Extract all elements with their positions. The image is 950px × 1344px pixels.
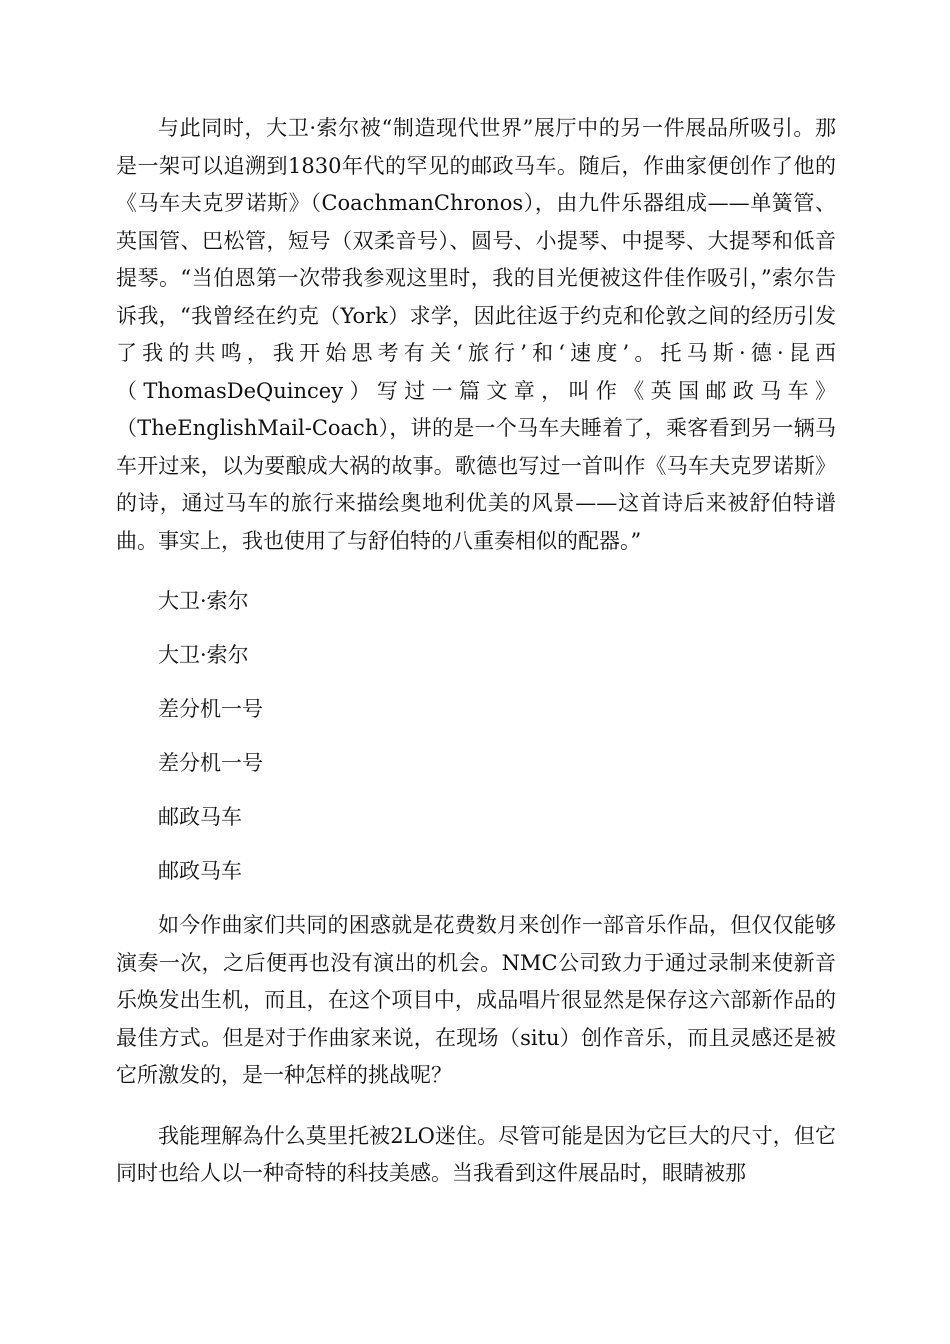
caption-mail-coach-1: 邮政马车 [158,805,242,829]
caption-david-sawer-1: 大卫·索尔 [158,589,249,613]
paragraph-2lo: 我能理解為什么莫里托被2LO迷住。尽管可能是因为它巨大的尺寸，但它同时也给人以一种奇特的科技美感。当我看到这件展品时，眼睛被那 [116,1123,836,1185]
caption-david-sawer-2: 大卫·索尔 [158,643,249,667]
caption-difference-engine-1: 差分机一号 [158,697,263,721]
caption-mail-coach-2: 邮政马车 [158,859,242,883]
document-body [116,110,836,1193]
paragraph-coachman-chronos: 与此同时，大卫·索尔被“制造现代世界”展厅中的另一件展品所吸引。那是一架可以追溯到1830年代的罕见的邮政马车。随后，作曲家便创作了他的《马车夫克罗诺斯》（CoachmanChronos），由九件乐器组成——单簧管、英国管、巴松管，短号（双柔音号）、圆号、小提琴、中提琴、大提琴和低音提琴。“当伯恩第一次带我参观这里时，我的目光便被这件佳作吸引，”索尔告诉我，“我曾经在约克（York）求学，因此往返于约克和伦敦之间的经历引发了我的共鸣，我开始思考有关‘旅行’和‘速度’。托马斯·德·昆西（ThomasDeQuincey）写过一篇文章，叫作《英国邮政马车》（TheEnglishMail-Coach），讲的是一个马车夫睡着了，乘客看到另一辆马车开过来，以为要酿成大祸的故事。歌德也写过一首叫作《马车夫克罗诺斯》的诗，通过马车的旅行来描绘奥地利优美的风景——这首诗后来被舒伯特谱曲。事实上，我也使用了与舒伯特的八重奏相似的配器。” [116,116,836,553]
image-captions [116,583,836,907]
caption-difference-engine-2: 差分机一号 [158,751,263,775]
paragraph-composers-dilemma: 如今作曲家们共同的困惑就是花费数月来创作一部音乐作品，但仅仅能够演奏一次，之后便再也没有演出的机会。NMC公司致力于通过录制来使新音乐焕发出生机，而且，在这个项目中，成品唱片很显然是保存这六部新作品的最佳方式。但是对于作曲家来说，在现场（situ）创作音乐，而且灵感还是被它所激发的，是一种怎样的挑战呢？ [116,913,836,1087]
